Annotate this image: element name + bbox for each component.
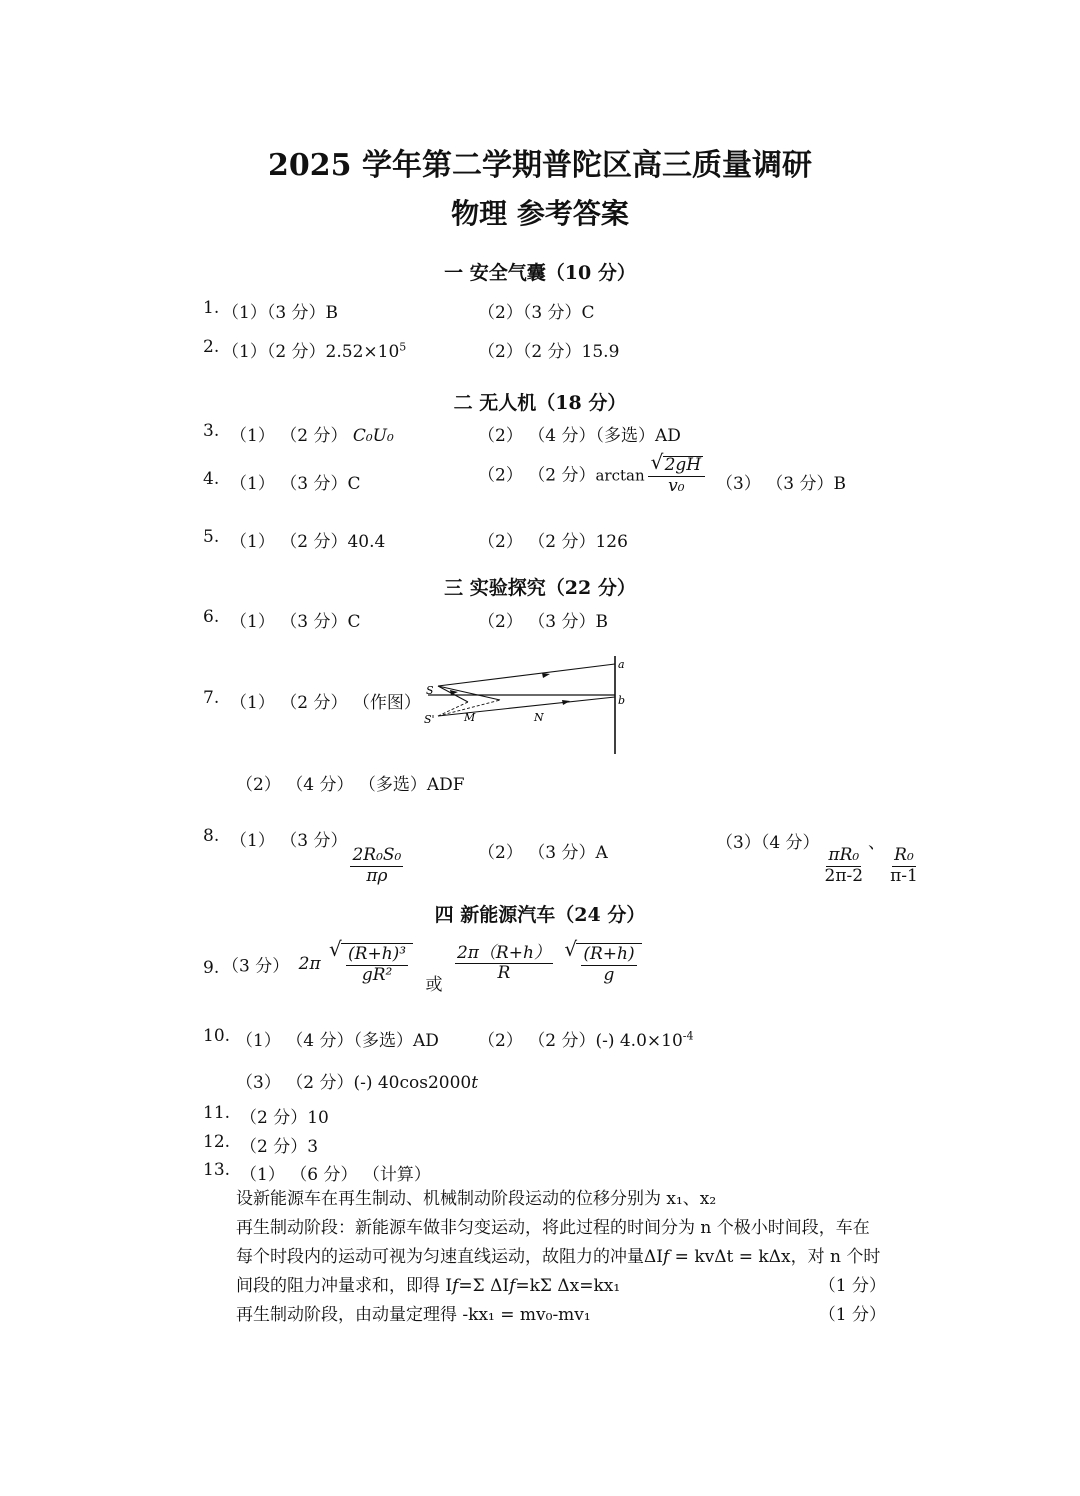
page-title: 2025 学年第二学期普陀区高三质量调研 (268, 148, 812, 183)
q13-heading: （1） （6 分） （计算） (240, 1165, 431, 1185)
q13-number: 13. (203, 1160, 231, 1180)
q7-answer-2: （2） （4 分） （多选）ADF (236, 775, 465, 795)
q5-answer-1: （1） （2 分）40.4 (230, 532, 386, 552)
q7-answer-1: （1） （2 分） （作图） (230, 693, 421, 713)
q3-answer-1: （1） （2 分） C₀U₀ (230, 426, 394, 446)
q6-answer-1: （1） （3 分）C (230, 612, 361, 632)
q11-number: 11. (203, 1103, 231, 1123)
label-b: b (618, 694, 626, 707)
arrow-head-1 (542, 673, 550, 678)
q9-answer: （3 分） 2π √ $\frac{\text{(R+h)³}}{\text{gR²}}$ 或 $\frac{2\pi(R+h)}{R}$ √ $\frac{(R+h)}{g}$ (222, 943, 645, 995)
label-m: M (464, 711, 476, 724)
ray-to-a (438, 664, 615, 686)
q4-answer-3: （3） （3 分）B (716, 474, 846, 494)
q3-number: 3. (203, 421, 220, 441)
ray-s-to-n (438, 686, 500, 700)
q6-number: 6. (203, 607, 220, 627)
label-n: N (534, 711, 544, 724)
section-heading-2: 二 无人机（18 分） (453, 392, 627, 414)
optics-ray-diagram (410, 650, 640, 758)
q12-number: 12. (203, 1132, 231, 1152)
label-s: S (426, 684, 434, 697)
q11-answer: （2 分）10 (240, 1108, 329, 1128)
q10-answer-1: （1） （4 分）（多选）AD (236, 1031, 439, 1051)
q1-number: 1. (203, 298, 220, 318)
section-heading-3: 三 实验探究（22 分） (444, 577, 636, 599)
q10-number: 10. (203, 1026, 231, 1046)
label-a: a (618, 658, 625, 671)
section-heading-1: 一 安全气囊（10 分） (444, 262, 636, 284)
q2-answer-2: （2）（2 分）15.9 (478, 342, 620, 362)
label-s-prime: S' (424, 713, 435, 726)
q10-answer-2: （2） （2 分）(-) $4.0\times 10^{-4}$ (478, 1029, 694, 1051)
q8-answer-3: （3）（4 分） $\frac{\text{πR₀}}{2\pi-2}$ 、 $\frac{\text{R₀}}{\pi-1}$ (716, 833, 918, 886)
q13-paragraph-2: （1 分） 再生制动阶段：新能源车做非匀变运动，将此过程的时间分为 n 个极小时间段，车在每个时段内的运动可视为匀速直线运动，故阻力的冲量ΔI𝑓 = kvΔt = kΔx，对 n 个时间段的阻力冲量求和，即得 I𝑓=Σ ΔI𝑓=kΣ Δx=kx₁ (236, 1218, 886, 1296)
q8-number: 8. (203, 826, 220, 846)
q8-answer-2: （2） （3 分）A (478, 843, 608, 863)
q7-number: 7. (203, 688, 220, 708)
q5-answer-2: （2） （2 分）126 (478, 532, 628, 552)
q2-answer-1: （1）（2 分）$2.52\times 10^5$ (222, 340, 407, 362)
q1-answer-2: （2）（3 分）C (478, 303, 595, 323)
section-heading-4: 四 新能源汽车（24 分） (434, 904, 646, 926)
q10-answer-3: （3） （2 分）(-) 40cos2000t (236, 1073, 479, 1093)
q6-answer-2: （2） （3 分）B (478, 612, 608, 632)
q4-answer-1: （1） （3 分）C (230, 474, 361, 494)
q13-paragraph-3: 再生制动阶段，由动量定理得 -kx₁ = mv₀-mv₁ （1 分） (236, 1305, 886, 1325)
q2-number: 2. (203, 337, 220, 357)
q3-answer-2: （2） （4 分）（多选）AD (478, 426, 681, 446)
q4-answer-2: （2） （2 分）arctan √ $\frac{2gH}{\text{v₀}}$ (478, 456, 708, 496)
q4-number: 4. (203, 469, 220, 489)
q13-paragraph-1: 设新能源车在再生制动、机械制动阶段运动的位移分别为 x₁、x₂ (236, 1189, 717, 1209)
q9-number: 9. (203, 958, 220, 978)
q1-answer-1: （1）（3 分）B (222, 303, 339, 323)
page-subtitle: 物理 参考答案 (451, 197, 629, 230)
q8-answer-1: （1） （3 分） $\frac{\text{2R₀S₀}}{\pi\rho}$ (230, 831, 402, 886)
q5-number: 5. (203, 527, 220, 547)
q12-answer: （2 分）3 (240, 1137, 319, 1157)
